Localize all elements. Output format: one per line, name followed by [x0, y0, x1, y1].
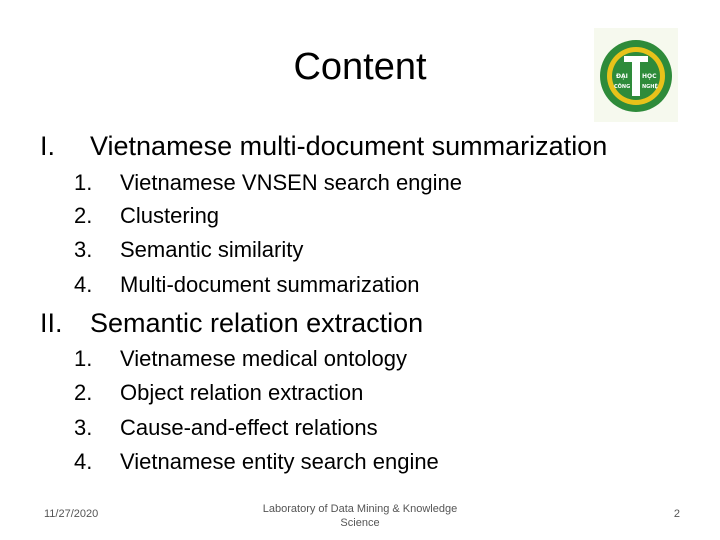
list-item [74, 203, 219, 229]
list-item-number: 4. [74, 272, 93, 297]
svg-text:CÔNG: CÔNG [614, 84, 631, 90]
footer-date: 11/27/2020 [44, 508, 99, 520]
list-item-text: Vietnamese medical ontology [120, 346, 407, 371]
list-item-text: Vietnamese entity search engine [120, 449, 439, 474]
svg-text:NGHỆ: NGHỆ [642, 84, 658, 90]
list-item [74, 170, 462, 196]
slide-title: Content [293, 46, 427, 88]
list-item-number: 2. [74, 203, 93, 228]
list-item-number: 4. [74, 449, 93, 474]
footer-lab-name [250, 502, 470, 530]
list-item-text: Vietnamese VNSEN search engine [120, 170, 463, 195]
list-item [74, 346, 407, 372]
university-logo-icon [594, 28, 678, 122]
svg-text:ĐẠI: ĐẠI [616, 73, 628, 80]
footer-lab-line: Science [340, 517, 380, 529]
list-item-text: Semantic similarity [120, 237, 304, 262]
section-heading [40, 130, 607, 162]
list-item-number: 2. [74, 380, 93, 405]
footer-lab-line: Laboratory of Data Mining & Knowledge [262, 503, 458, 515]
list-item [74, 237, 303, 263]
list-item [74, 449, 439, 475]
list-item [74, 272, 420, 298]
section-numeral: I. [40, 131, 56, 161]
section-title: Semantic relation extraction [90, 308, 424, 338]
list-item-text: Object relation extraction [120, 380, 364, 405]
list-item-number: 1. [74, 170, 93, 195]
list-item-number: 1. [74, 346, 93, 371]
list-item-text: Clustering [120, 203, 220, 228]
page-number: 2 [673, 508, 680, 520]
list-item [74, 380, 363, 406]
list-item-number: 3. [74, 415, 93, 440]
list-item-number: 3. [74, 237, 93, 262]
section-heading [40, 307, 423, 339]
list-item [74, 415, 378, 441]
list-item-text: Multi-document summarization [120, 272, 420, 297]
section-numeral: II. [40, 308, 63, 338]
section-title: Vietnamese multi-document summarization [90, 131, 608, 161]
list-item-text: Cause-and-effect relations [120, 415, 378, 440]
svg-text:HỌC: HỌC [642, 73, 657, 80]
